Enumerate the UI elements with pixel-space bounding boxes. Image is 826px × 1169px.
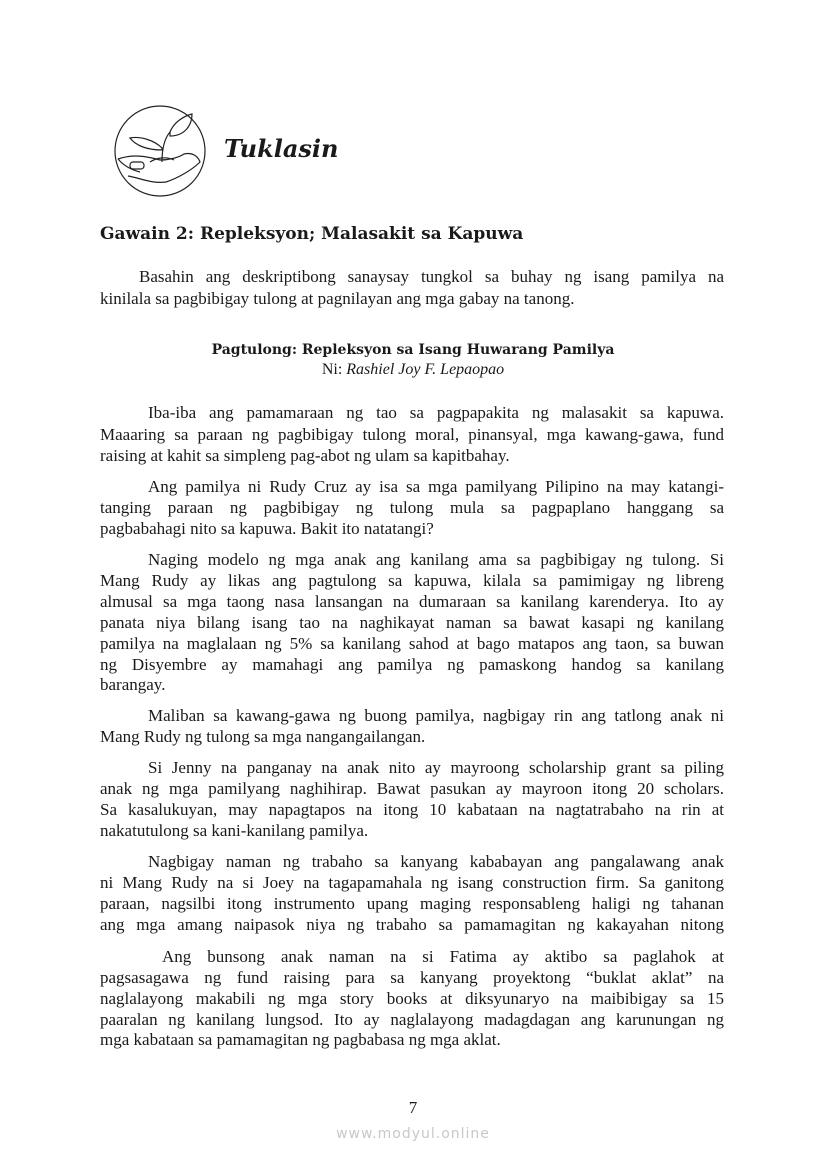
paragraph-line: ang mga amang naipasok niya ng trabaho sa pamamagitan ng kakayahan nitong: [100, 915, 724, 934]
paragraph-line: paraan, nagsilbi itong instrumento upang maging responsableng haligi ng tahanan: [100, 894, 724, 913]
paragraph-line: Mang Rudy ay likas ang pagtulong sa kapuwa, kilala sa pamimigay ng libreng: [100, 571, 724, 590]
paragraph-line: anak ng mga pamilyang naghihirap. Bawat pasukan ay mayroon itong 20 scholars.: [100, 779, 724, 798]
paragraph-line: Maliban sa kawang-gawa ng buong pamilya, nagbigay rin ang tatlong anak ni: [148, 706, 724, 725]
instructions-line: Basahin ang deskriptibong sanaysay tungkol sa buhay ng isang pamilya na: [139, 267, 724, 286]
paragraph-line: pagsasagawa ng fund raising para sa kanyang proyektong “buklat aklat” na: [100, 968, 724, 987]
paragraph-line: ng Disyembre ay mamahagi ang pamilya ng pamaskong handog sa kanilang: [100, 655, 724, 674]
paragraph-line: Si Jenny na panganay na anak nito ay mayroong scholarship grant sa piling: [148, 758, 724, 777]
paragraph-line: Sa kasalukuyan, may napagtapos na itong 10 kabataan na nagtatrabaho na rin at: [100, 800, 724, 819]
essay-title: Pagtulong: Repleksyon sa Isang Huwarang Pamilya: [211, 342, 615, 358]
paragraph-line: Naging modelo ng mga anak ang kanilang ama sa pagbibigay ng tulong. Si: [148, 550, 724, 569]
page-number: 7: [408, 1098, 418, 1117]
paragraph-line: raising at kahit sa simpleng pag-abot ng ulam sa kapitbahay.: [100, 446, 510, 465]
author-prefix: Ni:: [321, 361, 343, 378]
paragraph-line: paaralan ng kanilang lungsod. Ito ay naglalayong madagdagan ang karunungan ng: [100, 1010, 724, 1029]
paragraph-line: Ang bunsong anak naman na si Fatima ay aktibo sa paglahok at: [162, 947, 724, 966]
paragraph-line: nakatutulong sa kani-kanilang pamilya.: [100, 821, 369, 840]
paragraph-line: Mang Rudy ng tulong sa mga nangangailangan.: [100, 727, 426, 746]
paragraph-line: mga kabataan sa pamamagitan ng pagbabasa ng mga aklat.: [100, 1030, 501, 1049]
author-name: Rashiel Joy F. Lepaopao: [346, 361, 505, 378]
watermark: www.modyul.online: [336, 1126, 490, 1142]
paragraph-line: Ang pamilya ni Rudy Cruz ay isa sa mga pamilyang Pilipino na may katangi-: [148, 477, 724, 496]
instructions-line: kinilala sa pagbibigay tulong at pagnilayan ang mga gabay na tanong.: [100, 289, 575, 308]
paragraph-line: panata niya bilang isang tao na naghikayat naman sa bawat kasapi ng kanilang: [100, 613, 724, 632]
paragraph-line: pagbabahagi nito sa kapuwa. Bakit ito natatangi?: [100, 519, 434, 538]
hand-holding-plant-icon: [112, 104, 208, 198]
paragraph-line: Nagbigay naman ng trabaho sa kanyang kababayan ang pangalawang anak: [148, 852, 724, 871]
paragraph-line: tanging paraan ng pagbibigay ng tulong mula sa pagpaplano hanggang sa: [100, 498, 724, 517]
paragraph-line: barangay.: [100, 675, 166, 694]
paragraph-line: pamilya na maglalaan ng 5% sa kanilang sahod at bago matapos ang taon, sa buwan: [100, 634, 724, 653]
paragraph-line: naglalayong makabili ng mga story books at diksyunaryo na maibibigay sa 15: [100, 989, 724, 1008]
paragraph-line: ni Mang Rudy na si Joey na tagapamahala ng isang construction firm. Sa ganitong: [100, 873, 724, 892]
paragraph-line: Maaaring sa paraan ng pagbibigay tulong moral, pinansyal, mga kawang-gawa, fund: [100, 425, 724, 444]
essay-author: [0, 361, 826, 379]
section-title: Tuklasin: [224, 134, 339, 163]
paragraph-line: almusal sa mga taong nasa lansangan na dumaraan sa kanilang karenderya. Ito ay: [100, 592, 724, 611]
activity-title: Gawain 2: Repleksyon; Malasakit sa Kapuwa: [100, 224, 524, 244]
paragraph-line: Iba-iba ang pamamaraan ng tao sa pagpapakita ng malasakit sa kapuwa.: [148, 403, 724, 422]
